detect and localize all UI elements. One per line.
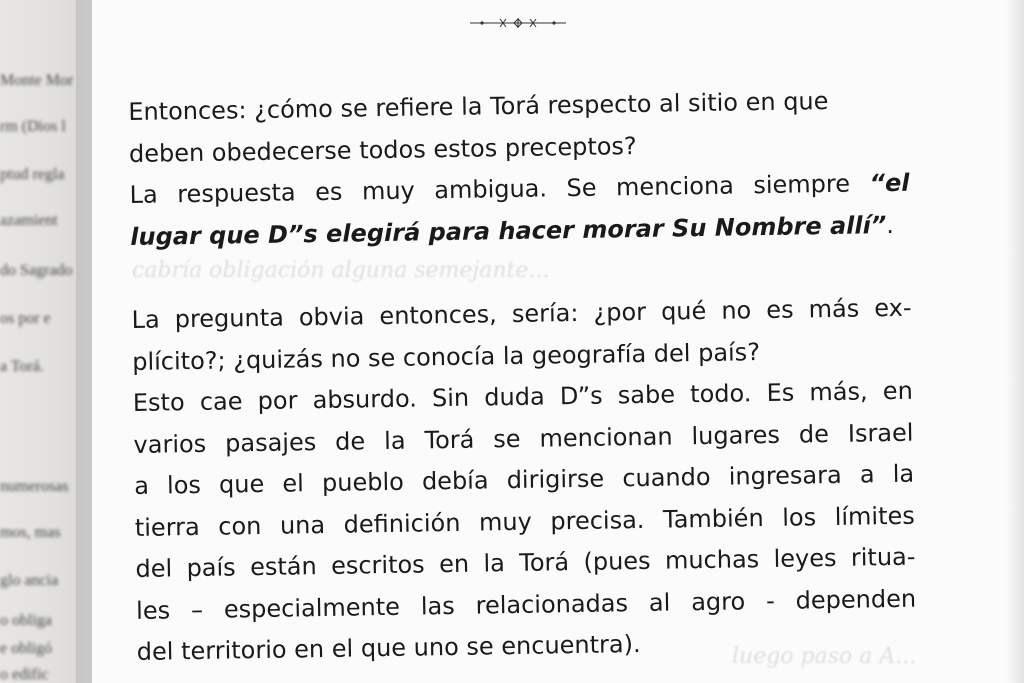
- text-line: deben obedecerse todos estos preceptos?: [128, 131, 637, 168]
- bleed-through-text: cabría obligación alguna semejante...: [132, 258, 550, 283]
- text-run: La respuesta es muy ambigua. Se menciona siempre: [129, 169, 851, 209]
- text-line: del territorio en el que uno se encuentra).: [136, 630, 641, 666]
- left-page-text-line: glo ancia: [0, 572, 59, 589]
- emphasized-quote: “el: [869, 168, 910, 198]
- text-line: a los que el pueblo debía dirigirse cuando ingresara a la: [133, 459, 915, 500]
- text-line: plícito?; ¿quizás no se conocía la geografía del país?: [132, 337, 761, 376]
- text-line: La pregunta obvia entonces, sería: ¿por qué no es más ex-: [131, 293, 912, 334]
- left-page-text-line: o obliga: [0, 612, 52, 629]
- left-page-text-line: e obligó: [0, 640, 52, 657]
- left-page-text-line: mos, mas: [0, 524, 61, 541]
- left-page-text-line: a Torá.: [0, 358, 44, 375]
- left-page-text-line: o edific: [0, 666, 49, 683]
- left-page-text-line: do Sagrado: [0, 262, 73, 279]
- text-line: Esto cae por absurdo. Sin duda D”s sabe todo. Es más, en: [132, 376, 914, 417]
- text-line: tierra con una definición muy precisa. También los límites: [134, 501, 915, 542]
- text-line: del país están escritos en la Torá (pues muchas leyes ritua-: [135, 542, 916, 583]
- left-page-text-line: azamient: [0, 212, 58, 229]
- left-page-text-line: numerosas: [0, 478, 69, 495]
- page-body-text: [128, 80, 917, 674]
- text-line: les – especialmente las relacionadas al agro - dependen: [135, 584, 917, 625]
- left-page-text-line: ptud regla: [0, 166, 65, 183]
- divider-ornament-icon: [470, 17, 566, 29]
- book-page: [92, 0, 1024, 683]
- text-run: .: [886, 210, 895, 239]
- left-page-text-line: rm (Dios l: [0, 118, 66, 135]
- emphasized-quote: lugar que D”s elegirá para hacer morar Su Nombre allí”: [130, 210, 887, 251]
- bleed-through-text: luego paso a A...: [732, 644, 917, 669]
- left-page-text-line: Monte Mor: [0, 72, 74, 89]
- text-line: varios pasajes de la Torá se mencionan lugares de Israel: [133, 418, 914, 459]
- text-line: Entonces: ¿cómo se refiere la Torá respecto al sitio en que: [128, 87, 829, 126]
- left-page-text-line: os por e: [0, 310, 51, 327]
